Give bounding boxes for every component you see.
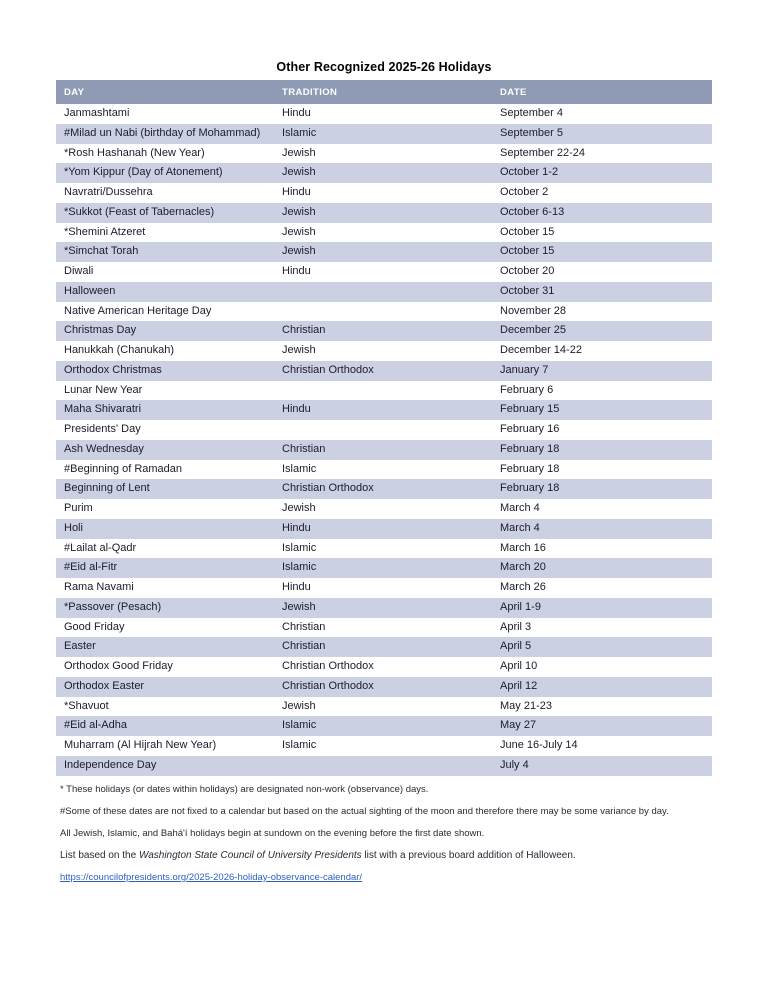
cell-tradition — [274, 420, 492, 440]
cell-date: November 28 — [492, 302, 712, 322]
table-row — [56, 677, 712, 697]
cell-tradition: Jewish — [274, 242, 492, 262]
cell-date: April 3 — [492, 618, 712, 638]
cell-tradition: Islamic — [274, 124, 492, 144]
cell-tradition: Christian Orthodox — [274, 361, 492, 381]
table-row — [56, 302, 712, 322]
footnote-sundown: All Jewish, Islamic, and Bahá'í holidays begin at sundown on the evening before the first date shown. — [60, 827, 485, 839]
cell-date: April 5 — [492, 637, 712, 657]
cell-date: February 15 — [492, 400, 712, 420]
table-row — [56, 440, 712, 460]
cell-date: December 25 — [492, 321, 712, 341]
table-row — [56, 598, 712, 618]
cell-tradition: Islamic — [274, 716, 492, 736]
cell-date: February 16 — [492, 420, 712, 440]
cell-date: September 4 — [492, 104, 712, 124]
cell-day: Maha Shivaratri — [56, 400, 274, 420]
cell-date: January 7 — [492, 361, 712, 381]
cell-date: April 10 — [492, 657, 712, 677]
cell-day: *Shavuot — [56, 697, 274, 717]
table-body — [56, 104, 712, 776]
table-row — [56, 321, 712, 341]
cell-tradition: Christian Orthodox — [274, 657, 492, 677]
cell-day: *Yom Kippur (Day of Atonement) — [56, 163, 274, 183]
cell-day: Purim — [56, 499, 274, 519]
table-row — [56, 262, 712, 282]
cell-date: May 21-23 — [492, 697, 712, 717]
cell-tradition: Hindu — [274, 104, 492, 124]
cell-tradition: Islamic — [274, 539, 492, 559]
cell-day: Independence Day — [56, 756, 274, 776]
cell-tradition: Christian — [274, 618, 492, 638]
table-row — [56, 381, 712, 401]
cell-day: *Rosh Hashanah (New Year) — [56, 144, 274, 164]
cell-date: April 1-9 — [492, 598, 712, 618]
cell-day: Halloween — [56, 282, 274, 302]
table-header — [56, 80, 712, 104]
table-row — [56, 223, 712, 243]
cell-tradition: Jewish — [274, 697, 492, 717]
cell-day: Orthodox Easter — [56, 677, 274, 697]
cell-day: Beginning of Lent — [56, 479, 274, 499]
cell-date: October 15 — [492, 242, 712, 262]
cell-tradition: Jewish — [274, 341, 492, 361]
table-row — [56, 756, 712, 776]
cell-date: October 1-2 — [492, 163, 712, 183]
cell-date: February 18 — [492, 460, 712, 480]
cell-day: *Sukkot (Feast of Tabernacles) — [56, 203, 274, 223]
cell-tradition: Hindu — [274, 578, 492, 598]
footnotes — [56, 784, 712, 894]
cell-date: June 16-July 14 — [492, 736, 712, 756]
cell-day: *Passover (Pesach) — [56, 598, 274, 618]
cell-tradition: Jewish — [274, 598, 492, 618]
cell-tradition: Jewish — [274, 163, 492, 183]
cell-tradition: Christian — [274, 440, 492, 460]
cell-day: Orthodox Christmas — [56, 361, 274, 381]
cell-tradition: Jewish — [274, 144, 492, 164]
source-link[interactable]: https://councilofpresidents.org/2025-2026-holiday-observance-calendar/ — [60, 871, 363, 883]
footnote-hash: #Some of these dates are not fixed to a calendar but based on the actual sighting of the moon and therefore there may be some variance by day. — [60, 805, 669, 817]
table-row — [56, 183, 712, 203]
cell-day: Muharram (Al Hijrah New Year) — [56, 736, 274, 756]
column-header-day-label: DAY — [64, 87, 85, 98]
cell-day: *Shemini Atzeret — [56, 223, 274, 243]
cell-tradition — [274, 381, 492, 401]
table-row — [56, 578, 712, 598]
table-row — [56, 203, 712, 223]
table-row — [56, 618, 712, 638]
cell-tradition — [274, 756, 492, 776]
cell-tradition: Christian Orthodox — [274, 479, 492, 499]
table-row — [56, 460, 712, 480]
cell-date: February 6 — [492, 381, 712, 401]
table-row — [56, 282, 712, 302]
footnote-source-suffix: list with a previous board addition of Halloween. — [361, 850, 576, 862]
cell-tradition: Christian — [274, 637, 492, 657]
cell-tradition: Jewish — [274, 223, 492, 243]
cell-date: February 18 — [492, 440, 712, 460]
cell-date: March 4 — [492, 499, 712, 519]
table-row — [56, 479, 712, 499]
table-row — [56, 124, 712, 144]
cell-tradition: Islamic — [274, 736, 492, 756]
cell-day: Rama Navami — [56, 578, 274, 598]
cell-tradition: Islamic — [274, 558, 492, 578]
table-row — [56, 144, 712, 164]
cell-tradition: Christian Orthodox — [274, 677, 492, 697]
table-row — [56, 519, 712, 539]
table-row — [56, 420, 712, 440]
column-header-day — [56, 80, 274, 104]
table-row — [56, 400, 712, 420]
footnote-link-wrapper — [56, 872, 712, 885]
column-header-date — [492, 80, 712, 104]
cell-date: September 22-24 — [492, 144, 712, 164]
cell-day: Easter — [56, 637, 274, 657]
cell-tradition: Hindu — [274, 262, 492, 282]
cell-tradition: Hindu — [274, 183, 492, 203]
cell-date: February 18 — [492, 479, 712, 499]
cell-day: #Eid al-Adha — [56, 716, 274, 736]
cell-tradition: Jewish — [274, 203, 492, 223]
table-row — [56, 341, 712, 361]
cell-tradition — [274, 302, 492, 322]
footnote-source — [56, 849, 712, 863]
table-header-row — [56, 80, 712, 104]
cell-day: Holi — [56, 519, 274, 539]
cell-day: Orthodox Good Friday — [56, 657, 274, 677]
column-header-date-label: DATE — [500, 87, 527, 98]
cell-tradition: Christian — [274, 321, 492, 341]
column-header-tradition — [274, 80, 492, 104]
cell-date: March 26 — [492, 578, 712, 598]
column-header-tradition-label: TRADITION — [282, 87, 338, 98]
table-row — [56, 637, 712, 657]
cell-day: #Lailat al-Qadr — [56, 539, 274, 559]
footnote-source-prefix: List based on the — [60, 850, 139, 862]
cell-day: Diwali — [56, 262, 274, 282]
cell-day: Ash Wednesday — [56, 440, 274, 460]
cell-date: October 20 — [492, 262, 712, 282]
cell-date: December 14-22 — [492, 341, 712, 361]
cell-date: July 4 — [492, 756, 712, 776]
cell-day: Native American Heritage Day — [56, 302, 274, 322]
cell-date: September 5 — [492, 124, 712, 144]
table-row — [56, 242, 712, 262]
cell-tradition: Hindu — [274, 400, 492, 420]
table-row — [56, 499, 712, 519]
cell-day: *Simchat Torah — [56, 242, 274, 262]
cell-date: March 20 — [492, 558, 712, 578]
table-row — [56, 657, 712, 677]
table-row — [56, 736, 712, 756]
footnote-source-italic: Washington State Council of University Presidents — [138, 850, 362, 862]
table-row — [56, 361, 712, 381]
cell-day: Presidents' Day — [56, 420, 274, 440]
cell-day: Janmashtami — [56, 104, 274, 124]
cell-day: #Eid al-Fitr — [56, 558, 274, 578]
table-row — [56, 716, 712, 736]
holidays-table — [56, 80, 712, 776]
table-row — [56, 558, 712, 578]
footnote-asterisk: * These holidays (or dates within holidays) are designated non-work (observance) days. — [60, 784, 429, 795]
cell-date: March 4 — [492, 519, 712, 539]
cell-day: #Beginning of Ramadan — [56, 460, 274, 480]
cell-day: Hanukkah (Chanukah) — [56, 341, 274, 361]
table-row — [56, 104, 712, 124]
cell-tradition — [274, 282, 492, 302]
cell-day: Good Friday — [56, 618, 274, 638]
table-row — [56, 539, 712, 559]
cell-date: October 6-13 — [492, 203, 712, 223]
cell-tradition: Islamic — [274, 460, 492, 480]
table-row — [56, 163, 712, 183]
cell-date: May 27 — [492, 716, 712, 736]
cell-date: March 16 — [492, 539, 712, 559]
cell-day: Navratri/Dussehra — [56, 183, 274, 203]
cell-tradition: Jewish — [274, 499, 492, 519]
cell-date: October 31 — [492, 282, 712, 302]
cell-tradition: Hindu — [274, 519, 492, 539]
cell-day: #Milad un Nabi (birthday of Mohammad) — [56, 124, 274, 144]
cell-date: October 15 — [492, 223, 712, 243]
table-row — [56, 697, 712, 717]
cell-date: October 2 — [492, 183, 712, 203]
cell-day: Christmas Day — [56, 321, 274, 341]
cell-date: April 12 — [492, 677, 712, 697]
page-title: Other Recognized 2025-26 Holidays — [276, 60, 492, 74]
cell-day: Lunar New Year — [56, 381, 274, 401]
